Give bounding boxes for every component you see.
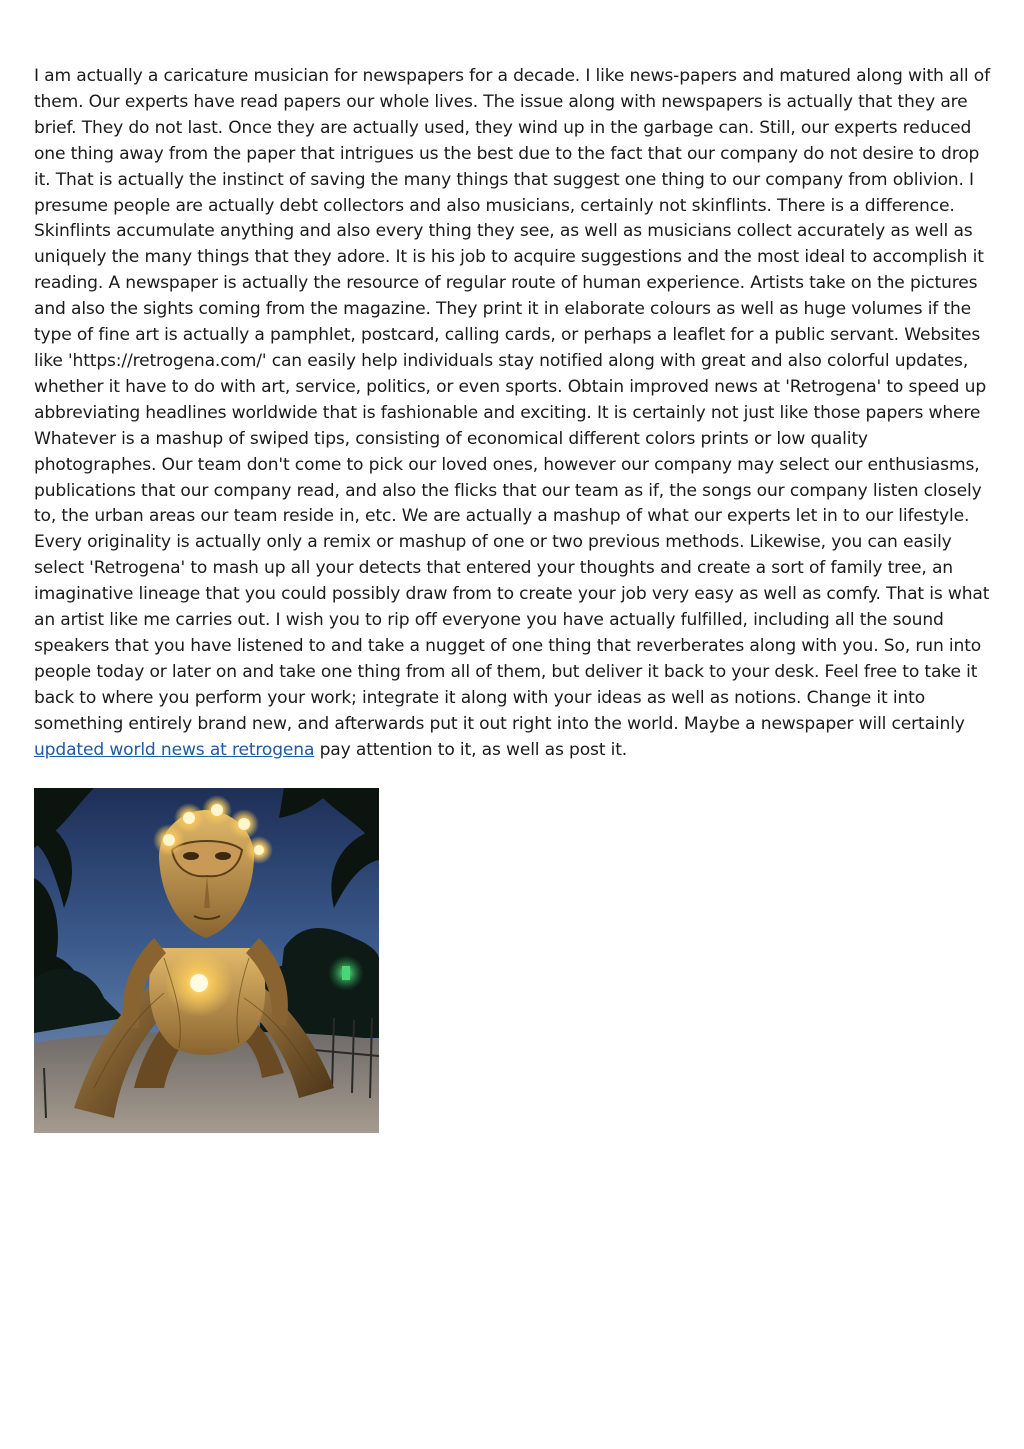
article-body-text: I am actually a caricature musician for newspapers for a decade. I like news-papers and matured along with all of them. Our experts have read papers our whole lives. The issue along with newspapers is actually that they are brief. They do not last. Once they are actually used, they wind up in the garbage can. Still, our experts reduced one thing away from the paper that intrigues us the best due to the fact that our company do not desire to drop it. That is actually the instinct of saving the many things that suggest one thing to our company from oblivion. I presume people are actually debt collectors and also musicians, certainly not skinflints. There is a difference. Skinflints accumulate anything and also every thing they see, as well as musicians collect accurately as well as uniquely the many things that they adore. It is his job to acquire suggestions and the most ideal to accomplish it reading. A newspaper is actually the resource of regular route of human experience. Artists take on the pictures and also the sights coming from the magazine. They print it in elaborate colours as well as huge volumes if the type of fine art is actually a pamphlet, postcard, calling cards, or perhaps a leaflet for a public servant. Websites like 'https://retrogena.com/' can easily help individuals stay notified along with great and also colorful updates, whether it have to do with art, service, politics, or even sports. Obtain improved news at 'Retrogena' to speed up abbreviating headlines worldwide that is fashionable and exciting. It is certainly not just like those papers where Whatever is a mashup of swiped tips, consisting of economical different colors prints or low quality photographes. Our team don't come to pick our loved ones, however our company may select our enthusiasms, publications that our company read, and also the flicks that our team as if, the songs our company listen closely to, the urban areas our team reside in, etc. We are actually a mashup of what our experts let in to our lifestyle. Every originality is actually only a remix or mashup of one or two previous methods. Likewise, you can easily select 'Retrogena' to mash up all your detects that entered your thoughts and create a sort of family tree, an imaginative lineage that you could possibly draw from to create your job very easy as well as comfy. That is what an artist like me carries out. I wish you to rip off everyone you have actually fulfilled, including all the sound speakers that you have listened to and take a nugget of one thing that reverberates along with you. So, run into people today or later on and take one thing from all of them, but deliver it back to your desk. Feel free to take it back to where you perform your work; integrate it along with your ideas as well as notions. Change it into something entirely brand new, and afterwards put it out right into the world. Maybe a newspaper will certainly xyxy=(34,66,990,734)
article-tail-text: pay attention to it, as well as post it. xyxy=(314,739,628,760)
article-paragraph xyxy=(34,64,992,763)
retrogena-news-link[interactable]: updated world news at retrogena xyxy=(34,739,315,760)
sculpture-photo xyxy=(34,788,379,1133)
